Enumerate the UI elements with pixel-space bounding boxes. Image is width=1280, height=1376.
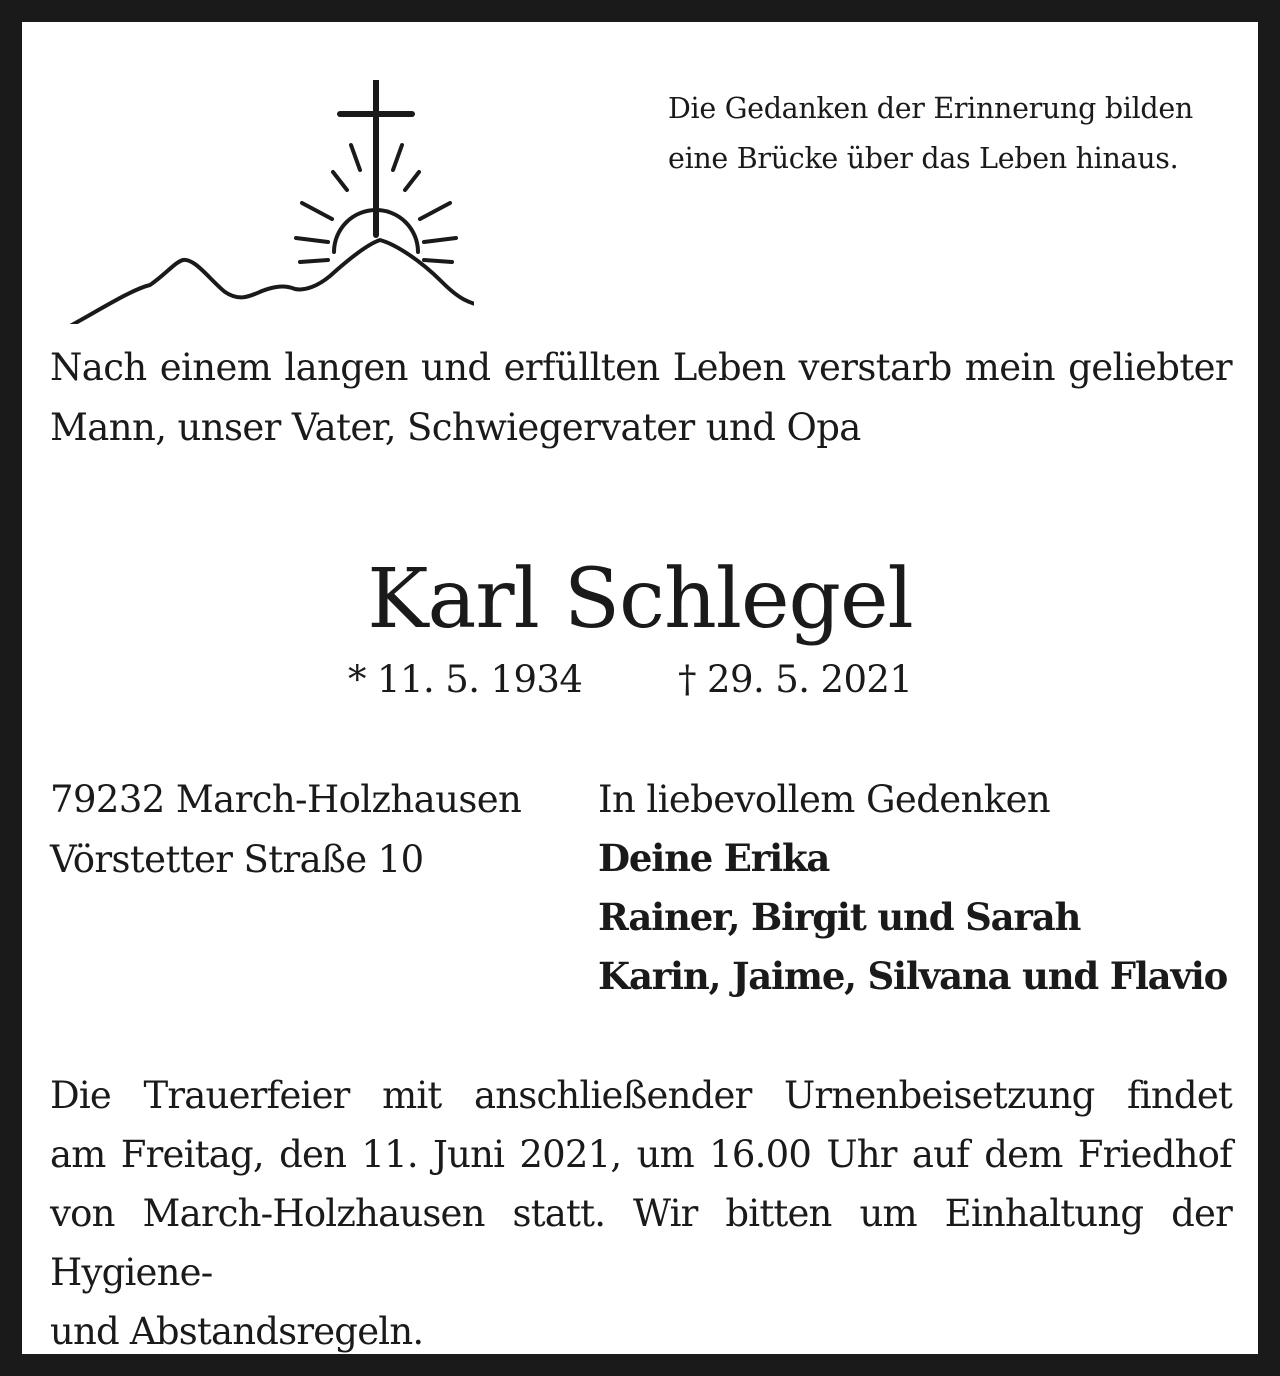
obituary-card — [22, 22, 1258, 1354]
memorial-quote — [668, 84, 1238, 184]
funeral-notice-line: Die Trauerfeier mit anschließender Urnenbeisetzung findet — [50, 1074, 1232, 1117]
mourner-name: Karin, Jaime, Silvana und Flavio — [598, 954, 1228, 998]
funeral-notice-line: am Freitag, den 11. Juni 2021, um 16.00 Uhr auf dem Friedhof — [50, 1133, 1232, 1176]
mourner-name: Deine Erika — [598, 836, 830, 880]
funeral-notice-line: von March-Holzhausen statt. Wir bitten um Einhaltung der Hygiene- — [50, 1192, 1232, 1294]
family-address — [50, 770, 590, 890]
funeral-notice — [50, 1066, 1232, 1361]
intro-text — [50, 338, 1232, 458]
memorial-quote-line: Die Gedanken der Erinnerung bilden — [668, 92, 1193, 125]
intro-line: Mann, unser Vater, Schwiegervater und Opa — [50, 406, 861, 449]
memorial-quote-line: eine Brücke über das Leben hinaus. — [668, 142, 1179, 175]
address-city: 79232 March-Holzhausen — [50, 778, 522, 821]
address-street: Vörstetter Straße 10 — [50, 838, 424, 881]
mourners-block — [598, 770, 1238, 1006]
funeral-notice-line: und Abstandsregeln. — [50, 1310, 424, 1353]
mourners-heading: In liebevollem Gedenken — [598, 778, 1051, 821]
deceased-name: Karl Schlegel — [367, 552, 913, 647]
cross-on-mountain-with-sunrise-icon — [50, 80, 474, 324]
birth-date: * 11. 5. 1934 — [348, 658, 583, 701]
death-date: † 29. 5. 2021 — [678, 658, 913, 701]
intro-line: Nach einem langen und erfüllten Leben verstarb mein geliebter — [50, 346, 1232, 389]
mourner-name: Rainer, Birgit und Sarah — [598, 895, 1081, 939]
